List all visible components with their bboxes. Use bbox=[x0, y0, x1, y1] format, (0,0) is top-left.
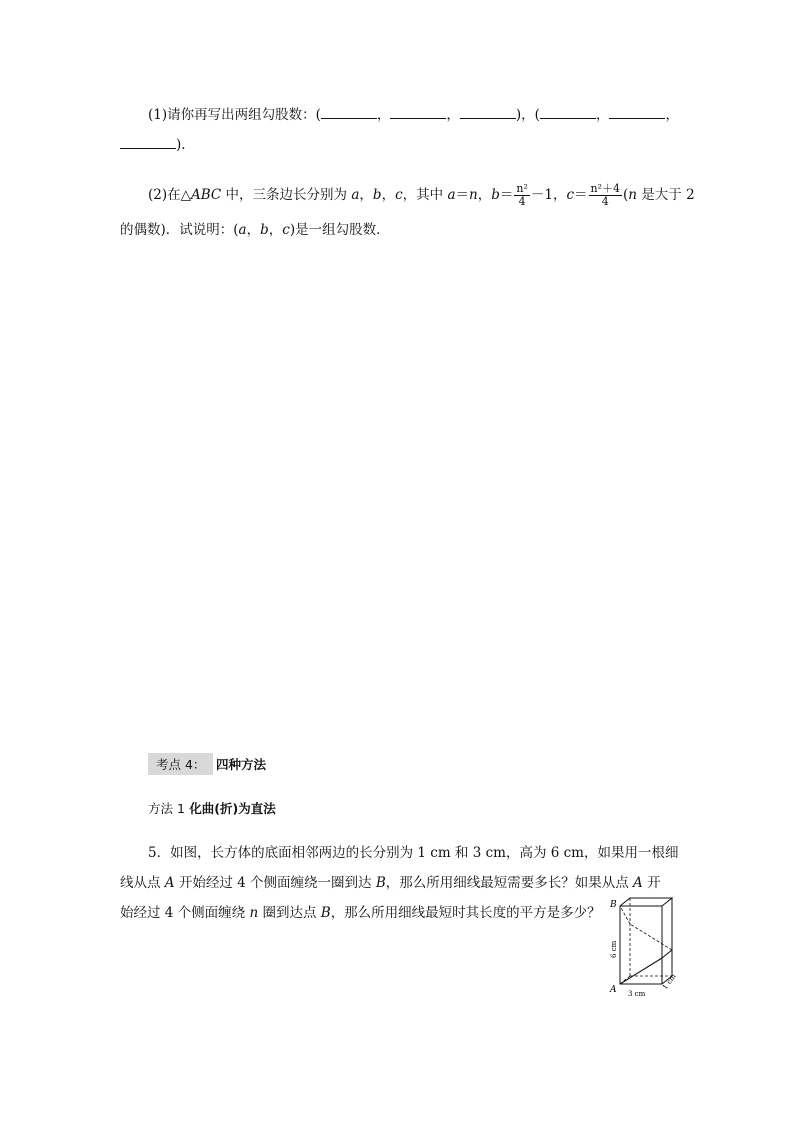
q5-line-1: 5．如图，长方体的底面相邻两边的长分别为 1 cm 和 3 cm，高为 6 cm，如果用一根细 bbox=[148, 845, 679, 861]
fraction-n2-over-4: $\frac{\text{n²}}{4}$ bbox=[516, 182, 528, 208]
side-face bbox=[662, 898, 672, 984]
q1-line: (1)请你再写出两组勾股数：( ， ， )，( ， ， bbox=[148, 104, 679, 125]
label-width: 3 cm bbox=[628, 990, 646, 998]
string-path-hidden bbox=[620, 906, 630, 924]
answer-blank[interactable] bbox=[540, 104, 596, 119]
q5-line-3: 始经过 4 个侧面缠绕 n 圈到达点 B，那么所用细线最短时其长度的平方是多少？ bbox=[120, 905, 601, 921]
method-heading: 方法 1 化曲(折)为直法 bbox=[148, 801, 276, 816]
top-face bbox=[620, 898, 672, 906]
answer-blank[interactable] bbox=[460, 104, 516, 119]
label-depth: 1 cm bbox=[661, 972, 678, 992]
string-path bbox=[662, 950, 672, 958]
fraction-n2-plus-4-over-4: $\frac{\text{n²＋4}}{4}$ bbox=[590, 182, 621, 208]
q1-prefix: (1)请你再写出两组勾股数：( bbox=[148, 107, 321, 123]
q5-line-2: 线从点 A 开始经过 4 个侧面缠绕一圈到达 B，那么所用细线最短需要多长？如果从点 A 开 bbox=[120, 875, 661, 891]
string-path-hidden bbox=[630, 924, 672, 950]
cuboid-figure bbox=[606, 894, 686, 1004]
label-height: 6 cm bbox=[610, 940, 618, 958]
answer-blank[interactable] bbox=[609, 104, 665, 119]
string-path bbox=[620, 958, 662, 984]
label-A: A bbox=[610, 985, 617, 995]
section-tag: 考点 4： bbox=[148, 753, 213, 775]
section-title: 四种方法 bbox=[216, 757, 267, 772]
q2-line-1: (2)在△ABC 中，三条边长分别为 a，b，c，其中 a＝n，b＝ $\frac{\text{n²}}{4}$ －1，c＝ $\frac{\text{n²＋4}}{4}$ (n 是大于 2 bbox=[148, 182, 695, 208]
answer-blank[interactable] bbox=[321, 104, 377, 119]
answer-blank[interactable] bbox=[120, 134, 176, 149]
q1-line-2: ). bbox=[120, 134, 186, 155]
answer-blank[interactable] bbox=[390, 104, 446, 119]
label-B: B bbox=[610, 900, 617, 910]
q2-line-2: 的偶数)．试说明：(a，b，c)是一组勾股数． bbox=[120, 222, 390, 238]
